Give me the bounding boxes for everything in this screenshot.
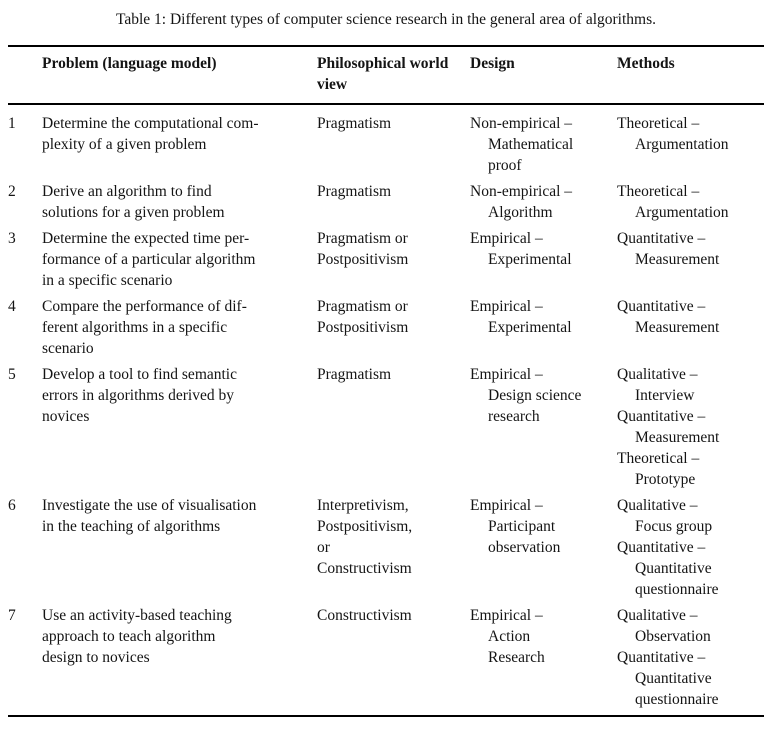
- cell-line: Empirical –: [470, 607, 543, 624]
- cell-line: Empirical –: [470, 298, 543, 315]
- cell-line: Interpretivism,: [317, 497, 409, 514]
- cell-line: Quantitative: [635, 670, 712, 687]
- cell-worldview: [317, 228, 470, 296]
- cell-line: novices: [42, 408, 90, 425]
- cell-problem: [42, 181, 317, 228]
- cell-line: Quantitative –: [617, 539, 706, 556]
- cell-line: formance of a particular algorithm: [42, 251, 256, 268]
- cell-line: Measurement: [635, 429, 720, 446]
- header-row: [8, 46, 764, 104]
- cell-line: Pragmatism: [317, 183, 392, 200]
- cell-line: approach to teach algorithm: [42, 628, 216, 645]
- research-types-table: [8, 45, 764, 717]
- cell-line: Observation: [635, 628, 711, 645]
- cell-line: Postpositivism: [317, 251, 409, 268]
- cell-line: Qualitative –: [617, 366, 698, 383]
- cell-line: Experimental: [488, 319, 572, 336]
- cell-line: Empirical –: [470, 230, 543, 247]
- cell-line: Experimental: [488, 251, 572, 268]
- cell-methods: [617, 605, 764, 716]
- cell-problem: [42, 495, 317, 605]
- cell-line: Postpositivism,: [317, 518, 413, 535]
- cell-line: Design science: [488, 387, 582, 404]
- header-num: [8, 46, 42, 104]
- cell-line: Action: [488, 628, 531, 645]
- cell-line: Determine the computational com-: [42, 115, 259, 132]
- cell-line: Quantitative: [635, 560, 712, 577]
- cell-line: errors in algorithms derived by: [42, 387, 234, 404]
- cell-line: Compare the performance of dif-: [42, 298, 247, 315]
- cell-line: Theoretical –: [617, 183, 700, 200]
- cell-design: [470, 605, 617, 716]
- table-row-3: [8, 228, 764, 296]
- cell-line: proof: [488, 157, 522, 174]
- header-worldview: Philosophical world view: [317, 46, 470, 104]
- cell-row-number: 7: [8, 607, 16, 624]
- cell-line: Determine the expected time per-: [42, 230, 250, 247]
- cell-line: Non-empirical –: [470, 183, 573, 200]
- cell-methods: [617, 364, 764, 495]
- table-row-1: [8, 104, 764, 181]
- cell-line: Quantitative –: [617, 649, 706, 666]
- cell-line: Derive an algorithm to find: [42, 183, 212, 200]
- cell-methods: [617, 228, 764, 296]
- cell-line: Empirical –: [470, 497, 543, 514]
- cell-methods: [617, 495, 764, 605]
- table-row-6: [8, 495, 764, 605]
- cell-line: plexity of a given problem: [42, 136, 207, 153]
- header-design: Design: [470, 46, 617, 104]
- cell-line: Mathematical: [488, 136, 574, 153]
- cell-line: Quantitative –: [617, 230, 706, 247]
- cell-line: Qualitative –: [617, 497, 698, 514]
- cell-methods: [617, 181, 764, 228]
- cell-worldview: [317, 181, 470, 228]
- cell-design: [470, 228, 617, 296]
- cell-line: solutions for a given problem: [42, 204, 225, 221]
- cell-line: Theoretical –: [617, 115, 700, 132]
- table-row-2: [8, 181, 764, 228]
- cell-row-number: 4: [8, 298, 16, 315]
- cell-problem: [42, 104, 317, 181]
- cell-line: Use an activity-based teaching: [42, 607, 232, 624]
- cell-line: Research: [488, 649, 545, 666]
- cell-line: Investigate the use of visualisation: [42, 497, 257, 514]
- table-header: [8, 46, 764, 104]
- cell-line: Pragmatism or: [317, 298, 408, 315]
- cell-line: questionnaire: [635, 581, 719, 598]
- cell-worldview: [317, 495, 470, 605]
- cell-design: [470, 181, 617, 228]
- cell-line: Pragmatism: [317, 115, 392, 132]
- cell-line: scenario: [42, 340, 94, 357]
- cell-row-number: 2: [8, 183, 16, 200]
- cell-row-number: 5: [8, 366, 16, 383]
- cell-line: in a specific scenario: [42, 272, 173, 289]
- cell-row-number: 6: [8, 497, 16, 514]
- cell-line: or: [317, 539, 330, 556]
- cell-design: [470, 296, 617, 364]
- cell-line: questionnaire: [635, 691, 719, 708]
- cell-line: Empirical –: [470, 366, 543, 383]
- table-row-4: [8, 296, 764, 364]
- cell-problem: [42, 364, 317, 495]
- cell-line: design to novices: [42, 649, 150, 666]
- cell-line: Argumentation: [635, 204, 729, 221]
- cell-worldview: [317, 364, 470, 495]
- header-methods: Methods: [617, 46, 764, 104]
- cell-methods: [617, 296, 764, 364]
- cell-line: Prototype: [635, 471, 696, 488]
- cell-design: [470, 104, 617, 181]
- cell-line: Measurement: [635, 251, 720, 268]
- cell-line: Develop a tool to find semantic: [42, 366, 237, 383]
- cell-line: Pragmatism or: [317, 230, 408, 247]
- cell-line: Constructivism: [317, 560, 412, 577]
- cell-line: Non-empirical –: [470, 115, 573, 132]
- header-problem: Problem (language model): [42, 46, 317, 104]
- cell-line: Participant: [488, 518, 556, 535]
- cell-line: Theoretical –: [617, 450, 700, 467]
- cell-line: Focus group: [635, 518, 713, 535]
- cell-line: observation: [488, 539, 561, 556]
- cell-problem: [42, 296, 317, 364]
- cell-row-number: 1: [8, 115, 16, 132]
- cell-row-number: 3: [8, 230, 16, 247]
- cell-line: Interview: [635, 387, 695, 404]
- cell-design: [470, 495, 617, 605]
- cell-line: research: [488, 408, 540, 425]
- cell-line: Pragmatism: [317, 366, 392, 383]
- cell-worldview: [317, 605, 470, 716]
- cell-worldview: [317, 104, 470, 181]
- cell-problem: [42, 228, 317, 296]
- cell-problem: [42, 605, 317, 716]
- cell-design: [470, 364, 617, 495]
- cell-line: Measurement: [635, 319, 720, 336]
- table-body: [8, 104, 764, 716]
- table-row-5: [8, 364, 764, 495]
- cell-line: Argumentation: [635, 136, 729, 153]
- cell-line: Algorithm: [488, 204, 553, 221]
- cell-line: in the teaching of algorithms: [42, 518, 221, 535]
- cell-line: Quantitative –: [617, 408, 706, 425]
- table-row-7: [8, 605, 764, 716]
- table-caption: Table 1: Different types of computer science research in the general area of algorithms.: [115, 11, 657, 28]
- cell-line: Qualitative –: [617, 607, 698, 624]
- cell-methods: [617, 104, 764, 181]
- cell-line: Postpositivism: [317, 319, 409, 336]
- cell-worldview: [317, 296, 470, 364]
- cell-line: Quantitative –: [617, 298, 706, 315]
- cell-line: Constructivism: [317, 607, 412, 624]
- cell-line: ferent algorithms in a specific: [42, 319, 228, 336]
